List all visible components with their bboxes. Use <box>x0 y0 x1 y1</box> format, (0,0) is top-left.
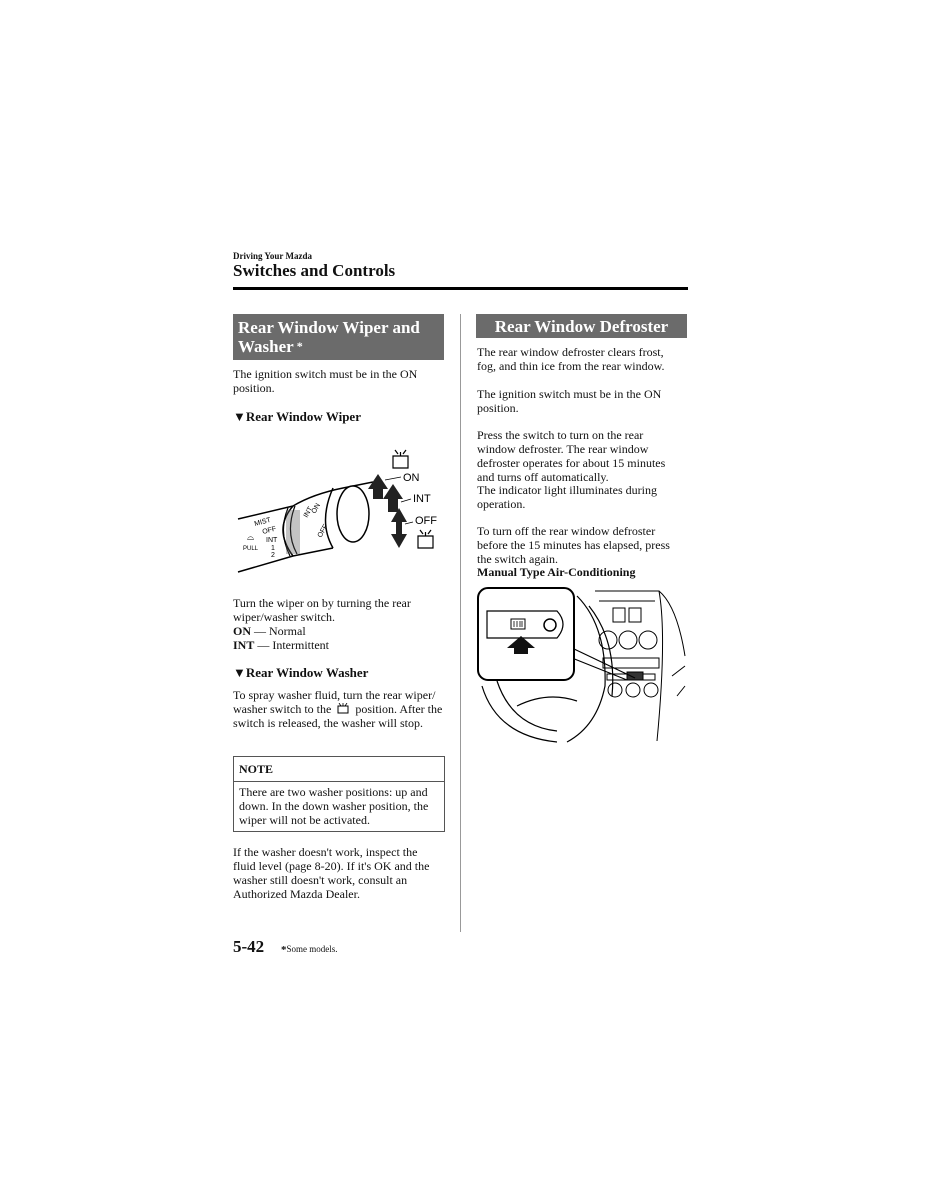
defroster-p1: The rear window defroster clears frost, fog, and thin ice from the rear window. <box>477 345 665 373</box>
wiper-instruction: Turn the wiper on by turning the rear wiper/washer switch. <box>233 596 411 624</box>
wiper-lever-illustration <box>233 444 448 582</box>
page-title: Switches and Controls <box>233 261 396 280</box>
defroster-p2: The ignition switch must be in the ON position. <box>477 387 662 415</box>
ring-label-2: 2 <box>271 552 275 559</box>
wiper-intro: The ignition switch must be in the ON position. <box>233 367 418 395</box>
note-title: NOTE <box>234 757 444 782</box>
rear-wiper-subheading: ▼Rear Window Wiper <box>233 409 361 424</box>
rear-wiper-heading-line2: Washer * <box>238 337 303 356</box>
int-definition: INT — Intermittent <box>233 638 329 652</box>
ring-label-1: 1 <box>271 545 275 552</box>
column-divider <box>460 314 461 932</box>
on-definition: ON — Normal <box>233 624 306 638</box>
washer-icon-top <box>393 450 408 468</box>
note-box <box>233 756 445 832</box>
washer-troubleshooting: If the washer doesn't work, inspect the fluid level (page 8-20). If it's OK and the washer still doesn't work, consult an Authorized Mazda Dealer. <box>233 845 430 901</box>
int-term: INT <box>233 638 255 652</box>
leader-on <box>385 477 401 480</box>
wiper-position-int: INT <box>413 493 431 505</box>
arrow-up-top <box>368 474 388 499</box>
ring-label-mist: MIST <box>253 516 272 528</box>
rear-wiper-knob <box>337 486 369 542</box>
section-label: Driving Your Mazda <box>233 251 313 261</box>
manual-ac-heading: Manual Type Air-Conditioning <box>477 565 636 579</box>
footnote: *Some models. <box>281 944 338 956</box>
grip-band <box>286 510 300 554</box>
arrow-double <box>391 508 407 548</box>
page-number: 5-42 <box>233 937 265 956</box>
wiper-position-off: OFF <box>415 515 437 527</box>
note-text: There are two washer positions: up and down. In the down washer position, the wiper will not be activated. <box>239 785 429 827</box>
rear-wiper-heading <box>233 314 444 360</box>
rear-washer-subheading: ▼Rear Window Washer <box>233 665 369 680</box>
title-divider <box>233 287 688 290</box>
rear-wiper-heading-line1: Rear Window Wiper and <box>238 318 420 337</box>
on-term: ON <box>233 624 251 638</box>
ring-label-int: INT <box>266 537 278 544</box>
rear-defroster-heading: Rear Window Defroster <box>476 314 687 338</box>
knob-label-on: ON <box>310 502 322 515</box>
wiper-position-on: ON <box>403 472 420 484</box>
defroster-p3b: The indicator light illuminates during operation. <box>477 483 657 511</box>
knob-label-off: OFF <box>316 523 330 539</box>
defroster-p4: To turn off the rear window defroster before the 15 minutes has elapsed, press the switch again. <box>477 524 670 566</box>
some-models-star: * <box>296 339 303 353</box>
leader-off <box>405 522 413 524</box>
footnote-star: * <box>281 944 287 956</box>
washer-icon-bottom <box>418 530 433 548</box>
leader-int <box>401 499 411 502</box>
washer-symbol-icon <box>337 703 349 714</box>
washer-instruction: To spray washer fluid, turn the rear wiper/ washer switch to the position. After the switch is released, the washer will stop. <box>233 688 443 730</box>
defroster-indicator-light <box>544 619 556 631</box>
ring-label-off: OFF <box>261 525 278 536</box>
defroster-p3: Press the switch to turn on the rear window defroster. The rear window defroster operates for about 15 minutes and turns off automatically. <box>477 428 666 484</box>
ring-label-pull: PULL <box>243 546 259 552</box>
defroster-switch-illustration <box>477 586 687 744</box>
knob-label-int: INT <box>302 505 315 519</box>
air-vents <box>599 608 659 697</box>
front-wiper-icon: ⌓ <box>247 532 255 542</box>
